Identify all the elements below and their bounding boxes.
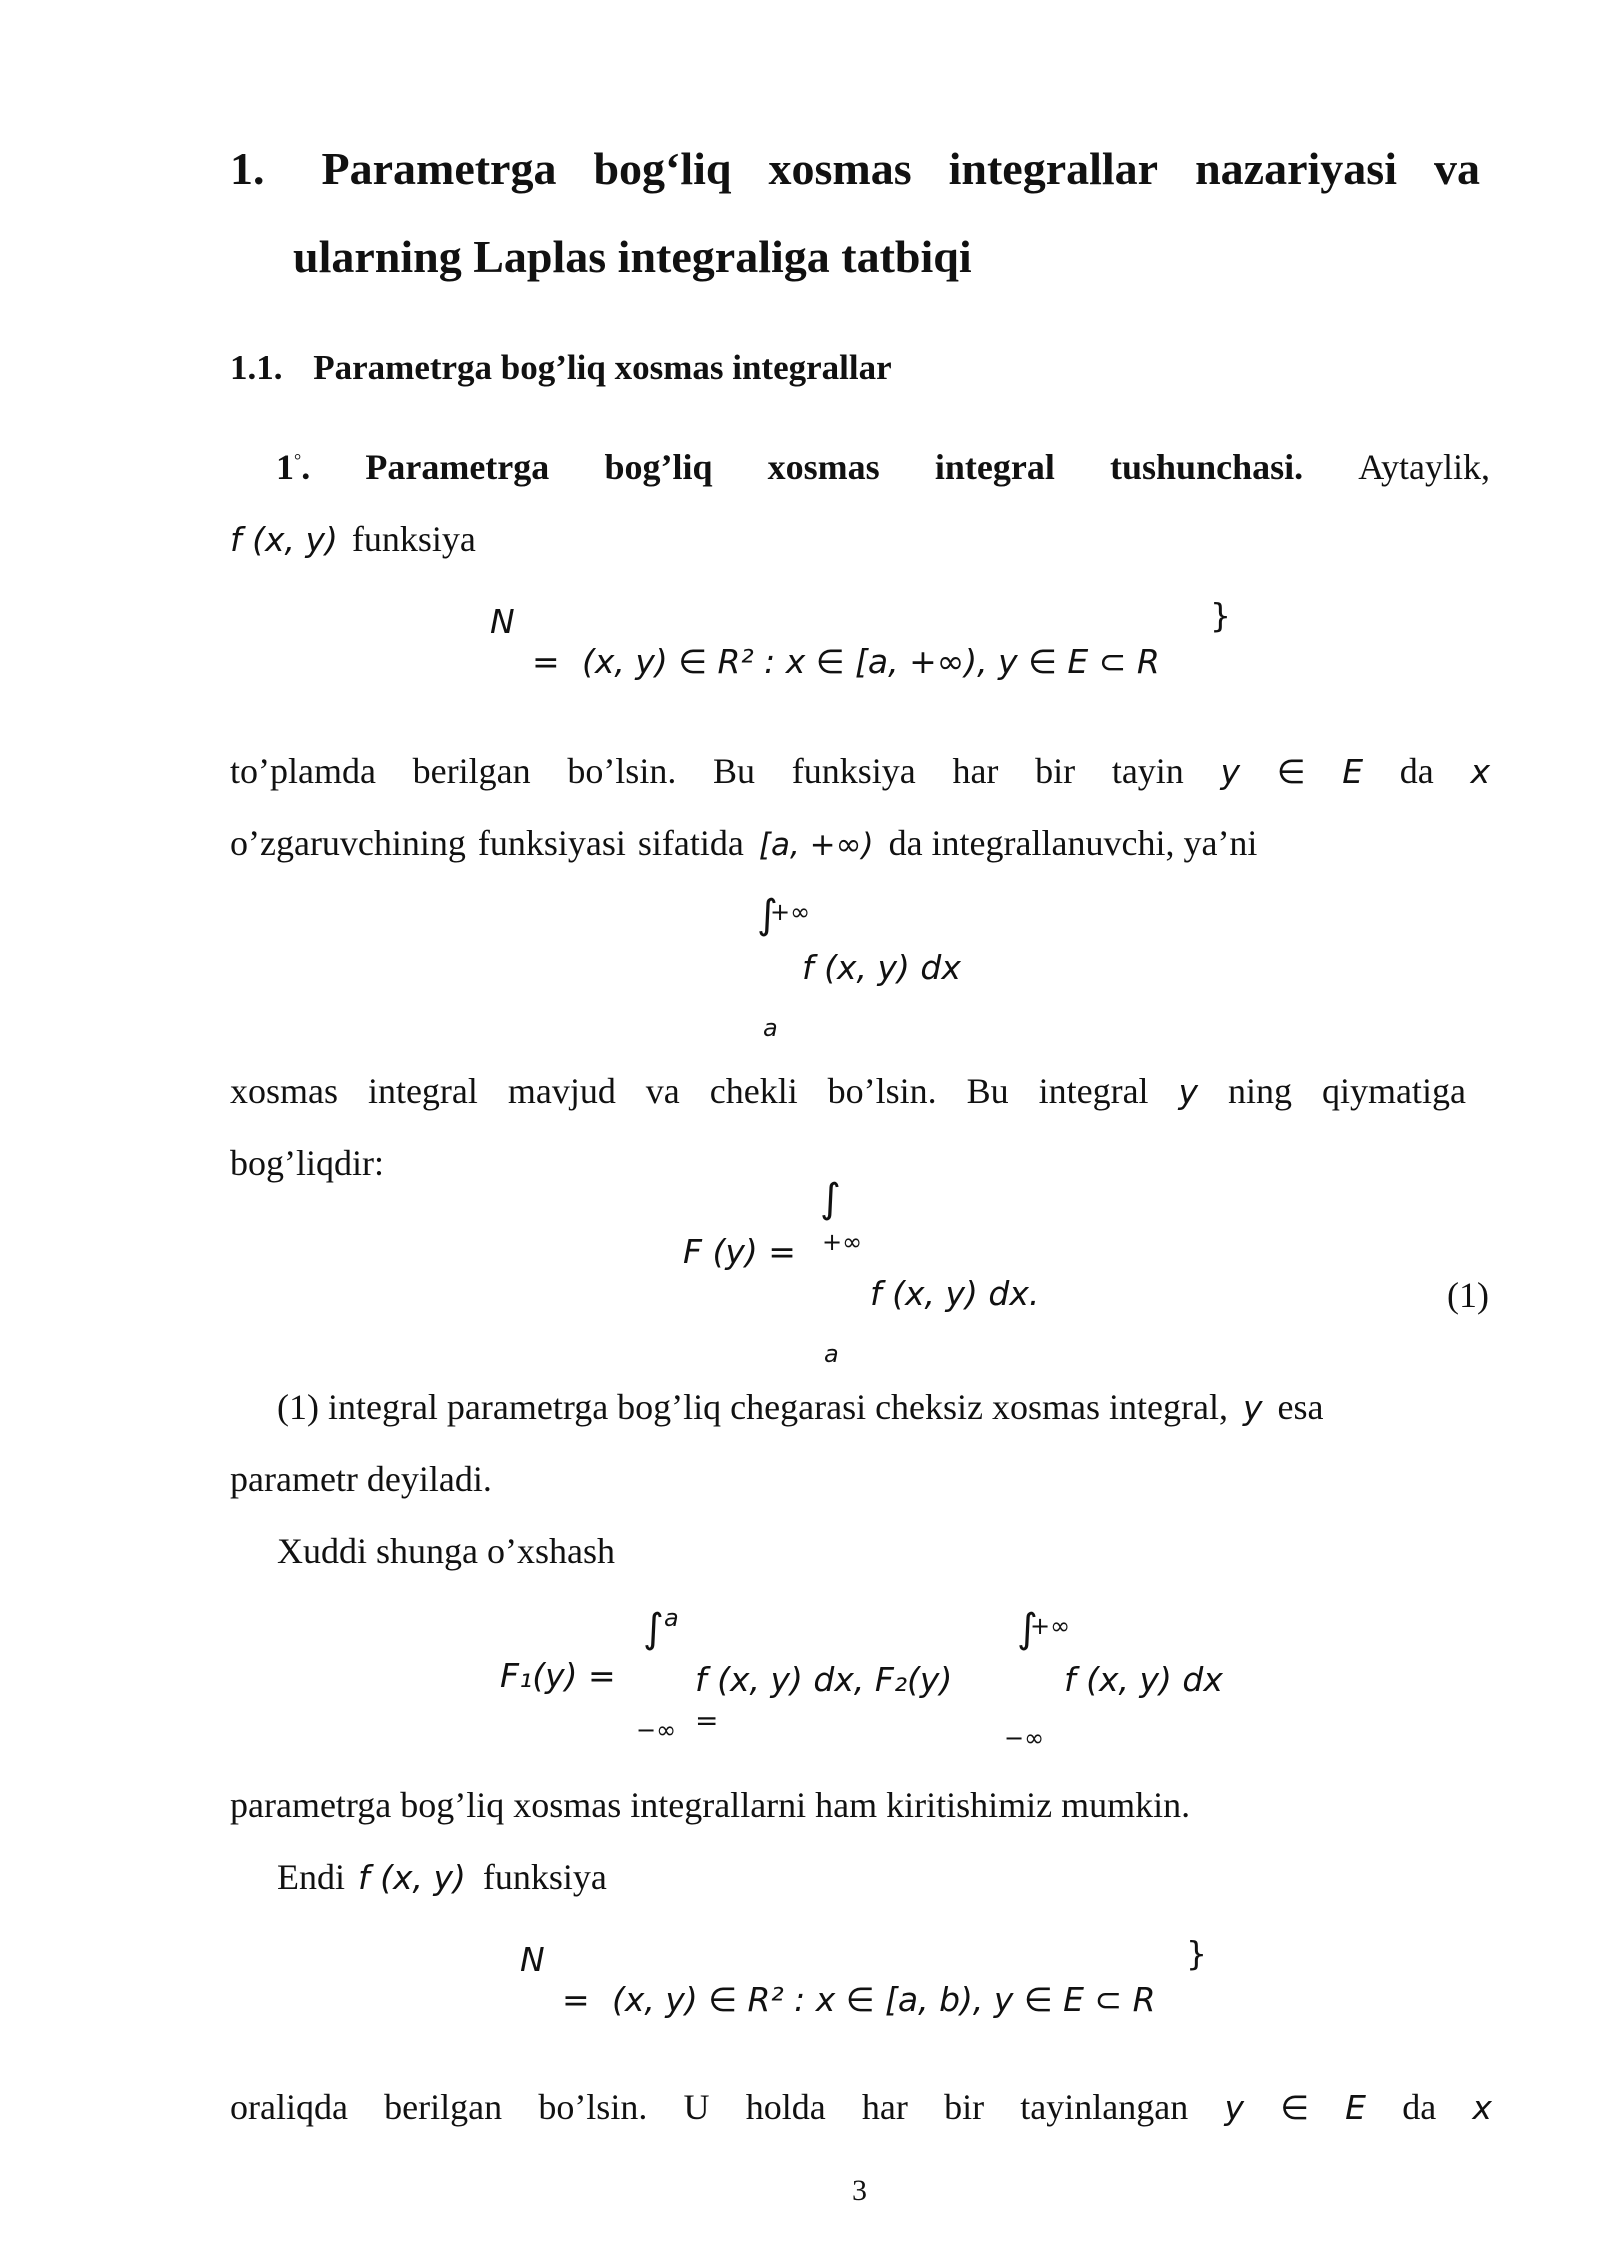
paragraph-text: o’zgaruvchining funksiyasi sifatida [230,823,744,863]
paragraph-word: qiymatiga [1321,1071,1466,1111]
paragraph-word: integral [1038,1071,1149,1111]
heading-word: bog‘liq [593,143,732,194]
definition-word: integral [934,447,1055,487]
integrand: f (x, y) dx [802,948,961,987]
set-definition-2: (x, y) ∈ R² : x ∈ [a, b), y ∈ E ⊂ R [612,1980,1156,2019]
paragraph-word: ning [1227,1071,1292,1111]
paragraph-word: funksiya [791,751,916,791]
heading-word: va [1433,143,1480,194]
paragraph-word: holda [745,2087,826,2127]
paragraph-word: bo’lsin. [827,1071,937,1111]
function-expression: f (x, y) [358,1858,466,1897]
paragraph-word: har [861,2087,908,2127]
integral-sign: ∫ [643,1606,664,1652]
integrand: f (x, y) dx. [870,1274,1040,1313]
section-number: 1. [230,143,265,194]
integral-lower-limit: −∞ [636,1716,677,1744]
paragraph-8-line1 [230,2086,1492,2128]
paragraph-7 [277,1856,607,1898]
paragraph-word: xosmas [230,1071,338,1111]
paragraph-word: bir [1035,751,1076,791]
interval-expression: [a, +∞) [758,827,874,863]
equation-lhs: F₁(y) = [500,1656,616,1695]
paragraph-3-line2: bog’liqdir: [230,1143,384,1183]
integrand: f (x, y) dx [1064,1660,1223,1699]
integral-upper-limit: +∞ [822,1228,863,1256]
paragraph-word: oraliqda [230,2087,348,2127]
set-equals: = [532,642,560,681]
element-of-symbol: ∈ [1276,752,1306,791]
integral-lower-limit: a [763,1014,778,1042]
paragraph-5: Xuddi shunga o’xshash [277,1531,615,1571]
paragraph-text: funksiya [482,1857,607,1897]
variable-y: y [1242,1388,1263,1427]
paragraph-word: integral [367,1071,478,1111]
paragraph-word: berilgan [384,2087,503,2127]
element-of-symbol: ∈ [1280,2088,1309,2127]
paragraph-4-line1 [277,1386,1323,1428]
variable-y: y [1224,2088,1244,2127]
integral-upper-limit: a [664,1604,679,1632]
equation-number: (1) [1447,1275,1489,1315]
paragraph-2-line2 [230,822,1257,864]
paragraph-1-line2 [230,518,476,560]
paragraph-text: funksiya [351,519,476,559]
equation-lhs: F (y) = [683,1232,796,1271]
paragraph-6: parametrga bog’liq xosmas integrallarni ham kiritishimiz mumkin. [230,1785,1191,1825]
function-expression: f (x, y) [230,520,338,559]
paragraph-word: bir [944,2087,985,2127]
page-number: 3 [852,2174,867,2207]
definition-word: xosmas [767,447,880,487]
paragraph-1-line1 [276,446,1490,488]
integral-lower-limit: −∞ [1004,1724,1045,1752]
paragraph-word: tayinlangan [1020,2087,1189,2127]
integral-sign: ∫ [820,1176,841,1222]
paragraph-word: Bu [713,751,756,791]
variable-x: x [1472,2088,1492,2127]
paragraph-word: Bu [966,1071,1009,1111]
paragraph-2-line1 [230,750,1490,794]
section-heading-line1 [230,142,1480,195]
paragraph-word: chekli [709,1071,798,1111]
subsection-title: Parametrga bog’liq xosmas integrallar [313,348,892,387]
variable-y: y [1178,1072,1199,1111]
paragraph-text: Endi [277,1857,345,1897]
paragraph-word: bo’lsin. [538,2087,648,2127]
paragraph-word: tayin [1111,751,1184,791]
heading-word: xosmas [768,143,912,194]
paragraph-word: va [645,1071,680,1111]
heading-word: integrallar [948,143,1159,194]
variable-x: x [1470,752,1490,791]
set-closing-brace: } [1210,596,1231,635]
integral-upper-limit: +∞ [1030,1612,1071,1640]
integral-lower-limit: a [824,1340,839,1368]
set-symbol-N: N [520,1940,545,1979]
definition-word: tushunchasi. [1110,447,1304,487]
definition-word: bog’liq [604,447,713,487]
paragraph-4-line2: parametr deyiladi. [230,1459,492,1499]
paragraph-word: da [1399,751,1434,791]
paragraph-word: bo’lsin. [567,751,677,791]
paragraph-text: da integrallanuvchi, ya’ni [888,823,1258,863]
integral-sign: ∫ [757,892,778,938]
subsection-number: 1.1. [230,348,283,387]
integral-upper-limit: +∞ [770,898,811,926]
subsection-heading [230,348,892,388]
paragraph-word: Aytaylik, [1358,447,1490,487]
definition-word: Parametrga [365,447,550,487]
paragraph-word: har [952,751,999,791]
equation-equals: = [695,1704,719,1737]
integral-sign: ∫ [1017,1606,1038,1652]
integrand: f (x, y) dx, F₂(y) [695,1660,953,1699]
paragraph-text: esa [1277,1387,1324,1427]
paragraph-word: to’plamda [230,751,376,791]
paragraph-word: berilgan [412,751,531,791]
set-definition-1: (x, y) ∈ R² : x ∈ [a, +∞), y ∈ E ⊂ R [582,642,1160,681]
paragraph-text: (1) integral parametrga bog’liq chegarasi cheksiz xosmas integral, [277,1387,1228,1427]
set-equals: = [562,1980,590,2019]
set-E: E [1345,2088,1366,2127]
paragraph-3-line1 [230,1070,1466,1112]
set-closing-brace: } [1186,1934,1207,1973]
set-symbol-N: N [490,602,515,641]
heading-word: Parametrga [321,143,557,194]
set-E: E [1342,752,1364,791]
paragraph-word: da [1402,2087,1437,2127]
section-heading-line2: ularning Laplas integraliga tatbiqi [293,231,972,282]
definition-number: 1°. [276,447,311,487]
heading-word: nazariyasi [1195,143,1397,194]
paragraph-word: U [683,2087,710,2127]
paragraph-word: mavjud [507,1071,616,1111]
variable-y: y [1220,752,1241,791]
